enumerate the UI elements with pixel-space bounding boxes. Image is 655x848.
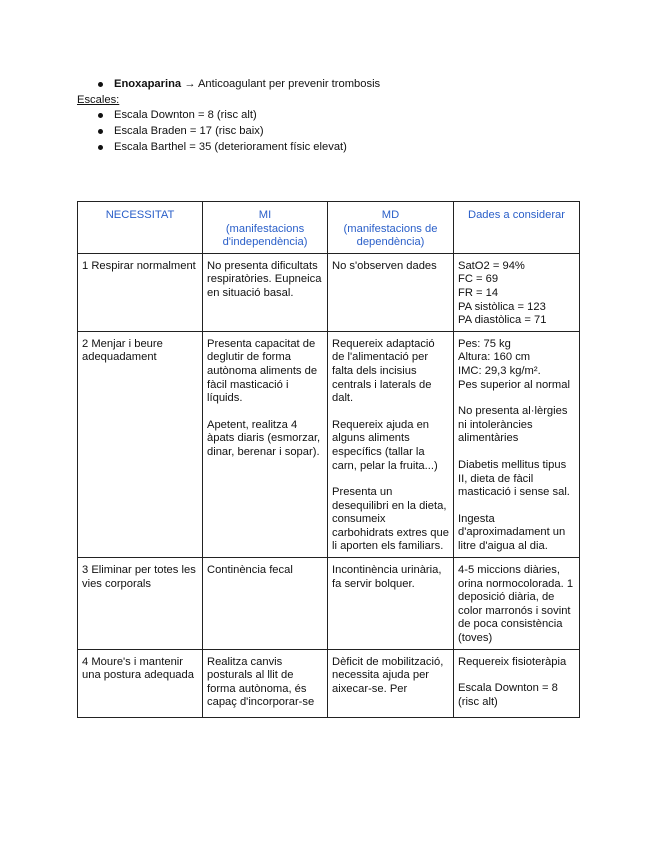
table-row bbox=[78, 558, 580, 650]
cell-paragraph: No presenta al·lèrgies ni intoleràncies alimentàries bbox=[458, 405, 568, 445]
scales-label: Escales: bbox=[77, 93, 120, 106]
header-necessitat: NECESSITAT bbox=[78, 202, 203, 254]
drug-bullet bbox=[77, 77, 577, 93]
cell-mi bbox=[203, 253, 328, 331]
bullet-icon bbox=[98, 129, 103, 134]
scale-text: Escala Barthel = 35 (deteriorament físic elevat) bbox=[114, 140, 347, 153]
cell-paragraph: Incontinència urinària, fa servir bolquer. bbox=[332, 564, 442, 590]
cell-paragraph: No s'observen dades bbox=[332, 259, 437, 272]
bullet-icon bbox=[98, 82, 103, 87]
cell-paragraph: Escala Downton = 8 (risc alt) bbox=[458, 682, 558, 708]
cell-paragraph: Presenta capacitat de deglutir de forma autònoma aliments de fàcil masticació i líquids. bbox=[207, 337, 318, 405]
cell-paragraph: Continència fecal bbox=[207, 564, 293, 577]
cell-md bbox=[328, 558, 454, 650]
cell-paragraph: Requereix ajuda en alguns aliments específics (tallar la carn, pelar la fruita...) bbox=[332, 418, 438, 472]
table-row bbox=[78, 253, 580, 331]
header-md: MD (manifestacions de dependència) bbox=[328, 202, 454, 254]
cell-paragraph: No presenta dificultats respiratòries. Eupneica en situació basal. bbox=[207, 259, 322, 299]
cell-dades bbox=[454, 649, 580, 717]
cell-paragraph: SatO2 = 94% FC = 69 FR = 14 PA sistòlica = 123 PA diastòlica = 71 bbox=[458, 259, 547, 327]
scale-bullet bbox=[77, 140, 577, 156]
scale-text: Escala Braden = 17 (risc baix) bbox=[114, 125, 264, 138]
cell-paragraph: Diabetis mellitus tipus II, dieta de fàcil masticació i sense sal. bbox=[458, 458, 570, 499]
cell-paragraph: Dèficit de mobilització, necessita ajuda per aixecar-se. Per bbox=[332, 655, 444, 695]
cell-paragraph: Ingesta d'aproximadament un litre d'aigua al dia. bbox=[458, 512, 566, 552]
cell-paragraph: Requereix fisioteràpia bbox=[458, 655, 567, 668]
table-row bbox=[78, 649, 580, 717]
drug-description: Anticoagulant per prevenir trombosis bbox=[197, 78, 381, 90]
cell-dades bbox=[454, 558, 580, 650]
cell-mi bbox=[203, 558, 328, 650]
table-row bbox=[78, 331, 580, 557]
cell-md bbox=[328, 331, 454, 557]
top-notes bbox=[77, 77, 577, 156]
cell-md bbox=[328, 649, 454, 717]
scale-bullet bbox=[77, 124, 577, 140]
cell-dades bbox=[454, 253, 580, 331]
arrow-glyph: → bbox=[184, 78, 196, 90]
cell-paragraph: Apetent, realitza 4 àpats diaris (esmorzar, dinar, berenar i sopar). bbox=[207, 418, 321, 458]
header-dades: Dades a considerar bbox=[454, 202, 580, 254]
cell-mi bbox=[203, 649, 328, 717]
cell-paragraph: Presenta un desequilibri en la dieta, consumeix carbohidrats extres que li aporten els familiars. bbox=[332, 486, 449, 553]
cell-paragraph: Pes: 75 kg Altura: 160 cm IMC: 29,3 kg/m². Pes superior al normal bbox=[458, 337, 570, 391]
cell-md bbox=[328, 253, 454, 331]
cell-paragraph: Requereix adaptació de l'alimentació per falta dels incisius centrals i laterals de dalt. bbox=[332, 337, 435, 405]
cell-paragraph: 4-5 miccions diàries, orina normocolorada. 1 deposició diària, de color marronós i sovint de poca consistència (toves) bbox=[458, 564, 574, 645]
cell-dades bbox=[454, 331, 580, 557]
bullet-icon bbox=[98, 113, 103, 118]
scale-text: Escala Downton = 8 (risc alt) bbox=[114, 109, 257, 122]
drug-name: Enoxaparina bbox=[114, 78, 182, 90]
cell-necessitat: 1 Respirar normalment bbox=[78, 253, 203, 331]
cell-necessitat: 2 Menjar i beure adequadament bbox=[78, 331, 203, 557]
cell-mi bbox=[203, 331, 328, 557]
header-mi: MI (manifestacions d'independència) bbox=[203, 202, 328, 254]
bullet-icon bbox=[98, 145, 103, 150]
header-row bbox=[78, 202, 580, 254]
cell-necessitat: 3 Eliminar per totes les vies corporals bbox=[78, 558, 203, 650]
scale-bullet bbox=[77, 108, 577, 124]
cell-paragraph: Realitza canvis posturals al llit de forma autònoma, és capaç d'incorporar-se bbox=[207, 655, 315, 709]
needs-table bbox=[77, 201, 580, 718]
cell-necessitat: 4 Moure's i mantenir una postura adequada bbox=[78, 649, 203, 717]
